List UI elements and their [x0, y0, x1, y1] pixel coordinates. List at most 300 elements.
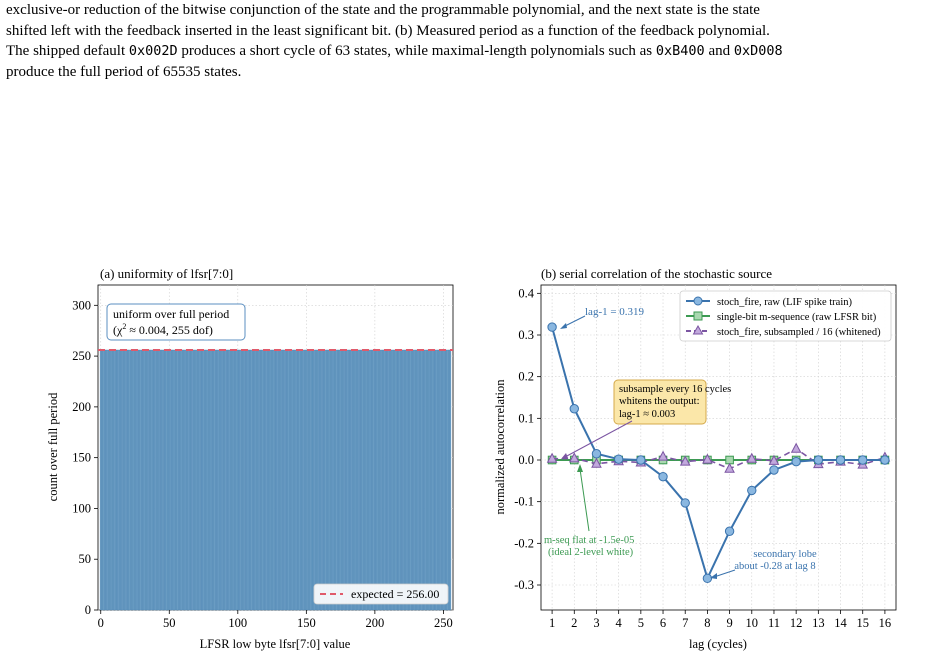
histogram-bar — [121, 350, 122, 610]
data-point — [748, 486, 756, 494]
histogram-bar — [404, 350, 405, 610]
histogram-bar — [332, 350, 333, 610]
histogram-bar — [218, 350, 219, 610]
histogram-bar — [406, 350, 407, 610]
data-point — [859, 456, 867, 464]
histogram-bar — [350, 350, 351, 610]
histogram-bar — [289, 350, 290, 610]
annotation-whiten — [561, 380, 731, 459]
histogram-bar — [343, 350, 344, 610]
x-tick-label: 8 — [704, 616, 711, 630]
histogram-bar — [330, 350, 331, 610]
histogram-bar — [270, 350, 271, 610]
textbox-line1: uniform over full period — [113, 307, 230, 321]
x-tick-label: 150 — [296, 616, 316, 630]
histogram-bar — [429, 350, 430, 610]
histogram-bar — [114, 350, 115, 610]
histogram-bar — [232, 350, 233, 610]
histogram-bar — [212, 350, 213, 610]
histogram-bar — [104, 350, 105, 610]
histogram-bar — [138, 350, 139, 610]
histogram-bar — [154, 350, 155, 610]
histogram-bar — [315, 350, 316, 610]
y-tick-label: 300 — [72, 298, 91, 313]
histogram-bar — [204, 350, 205, 610]
panel-b-ylabel: normalized autocorrelation — [493, 379, 507, 515]
data-point — [836, 456, 844, 464]
histogram-bar — [363, 350, 364, 610]
histogram-bar — [367, 350, 368, 610]
histogram-bar — [274, 350, 275, 610]
histogram-bar — [208, 350, 209, 610]
histogram-bar — [265, 350, 266, 610]
panel-a-histogram — [46, 266, 453, 651]
histogram-bar — [130, 350, 131, 610]
histogram-bar — [328, 350, 329, 610]
histogram-bar — [193, 350, 194, 610]
histogram-bar — [173, 350, 174, 610]
histogram-bar — [188, 350, 189, 610]
histogram-bar — [210, 350, 211, 610]
histogram-bar — [297, 350, 298, 610]
x-tick-label: 1 — [548, 616, 556, 630]
data-point — [570, 405, 578, 413]
data-point — [703, 574, 711, 582]
panel-a-ylabel: count over full period — [46, 392, 60, 502]
histogram-bar — [170, 350, 171, 610]
svg-text:lag-1 = 0.319: lag-1 = 0.319 — [585, 306, 645, 318]
histogram-bar — [440, 350, 441, 610]
histogram-bar — [351, 350, 352, 610]
histogram-bar — [281, 350, 282, 610]
histogram-bar — [302, 350, 303, 610]
histogram-bar — [413, 350, 414, 610]
histogram-bar — [433, 350, 434, 610]
histogram-bar — [321, 350, 322, 610]
histogram-bar — [271, 350, 272, 610]
histogram-bar — [195, 350, 196, 610]
histogram-bar — [303, 350, 304, 610]
histogram-bar — [339, 350, 340, 610]
histogram-bar — [140, 350, 141, 610]
histogram-bar — [263, 350, 264, 610]
histogram-bar — [352, 350, 353, 610]
caption-line: The shipped default 0x002D produces a short cycle of 63 states, while maximal-length polynomials such as 0xB400 and 0xD008 — [6, 43, 783, 59]
histogram-bar — [112, 350, 113, 610]
histogram-bar — [356, 350, 357, 610]
histogram-bar — [115, 350, 116, 610]
histogram-bar — [369, 350, 370, 610]
histogram-bar — [174, 350, 175, 610]
histogram-bar — [407, 350, 408, 610]
x-tick-label: 13 — [812, 616, 825, 630]
histogram-bar — [360, 350, 361, 610]
histogram-bar — [243, 350, 244, 610]
histogram-bar — [180, 350, 181, 610]
histogram-bar — [107, 350, 108, 610]
histogram-bar — [122, 350, 123, 610]
histogram-bar — [245, 350, 246, 610]
x-tick-label: 14 — [834, 616, 847, 630]
histogram-bar — [241, 350, 242, 610]
histogram-bar — [391, 350, 392, 610]
histogram-bar — [374, 350, 375, 610]
code-polynomial: 0xB400 — [655, 43, 705, 59]
histogram-bar — [358, 350, 359, 610]
histogram-bar — [129, 350, 130, 610]
data-point — [792, 457, 800, 465]
histogram-bar — [323, 350, 324, 610]
x-tick-label: 4 — [615, 616, 622, 630]
histogram-bar — [448, 350, 449, 610]
histogram-bar — [450, 350, 451, 610]
histogram-bar — [424, 350, 425, 610]
histogram-bar — [387, 350, 388, 610]
histogram-bar — [117, 350, 118, 610]
histogram-bar — [408, 350, 409, 610]
histogram-bar — [182, 350, 183, 610]
histogram-bar — [234, 350, 235, 610]
histogram-bar — [134, 350, 135, 610]
histogram-bar — [286, 350, 287, 610]
histogram-bar — [400, 350, 401, 610]
histogram-bar — [378, 350, 379, 610]
histogram-bar — [291, 350, 292, 610]
panel-a-legend — [314, 584, 448, 604]
y-tick-label: 0.3 — [518, 328, 534, 342]
histogram-bar — [399, 350, 400, 610]
y-tick-label: -0.2 — [514, 536, 534, 551]
histogram-bar — [439, 350, 440, 610]
histogram-bar — [362, 350, 363, 610]
histogram-bar — [101, 350, 102, 610]
histogram-bar — [229, 350, 230, 610]
histogram-bar — [141, 350, 142, 610]
histogram-bar — [278, 350, 279, 610]
histogram-bar — [184, 350, 185, 610]
histogram-bar — [175, 350, 176, 610]
data-point — [548, 323, 556, 331]
data-point — [637, 456, 645, 464]
histogram-bar — [366, 350, 367, 610]
x-tick-label: 3 — [593, 616, 600, 630]
histogram-bar — [214, 350, 215, 610]
histogram-bar — [217, 350, 218, 610]
histogram-bar — [280, 350, 281, 610]
histogram-bar — [345, 350, 346, 610]
histogram-bar — [162, 350, 163, 610]
histogram-bar — [233, 350, 234, 610]
histogram-bar — [119, 350, 120, 610]
histogram-bar — [411, 350, 412, 610]
caption-line: shifted left with the feedback inserted in the least significant bit. (b) Measured period as a function of the feedback polynomial. — [6, 22, 770, 39]
data-point — [725, 527, 733, 535]
histogram-bar — [392, 350, 393, 610]
histogram-bar — [262, 350, 263, 610]
y-tick-label: 0.2 — [518, 369, 534, 384]
histogram-bar — [256, 350, 257, 610]
x-tick-label: 250 — [434, 616, 453, 630]
svg-text:subsample every 16 cycles: subsample every 16 cycles — [619, 384, 732, 395]
histogram-bar — [341, 350, 342, 610]
histogram-bar — [373, 350, 374, 610]
histogram-bar — [340, 350, 341, 610]
x-tick-label: 16 — [878, 616, 892, 630]
histogram-bar — [127, 350, 128, 610]
histogram-bar — [382, 350, 383, 610]
data-point — [659, 472, 667, 480]
histogram-bar — [336, 350, 337, 610]
data-point — [792, 444, 801, 453]
histogram-bar — [147, 350, 148, 610]
histogram-bar — [230, 350, 231, 610]
histogram-bar — [144, 350, 145, 610]
histogram-bar — [171, 350, 172, 610]
histogram-bar — [118, 350, 119, 610]
histogram-bar — [425, 350, 426, 610]
histogram-bar — [371, 350, 372, 610]
histogram-bar — [314, 350, 315, 610]
histogram-bar — [273, 350, 274, 610]
histogram-bar — [247, 350, 248, 610]
histogram-bar — [206, 350, 207, 610]
x-tick-label: 7 — [682, 616, 689, 630]
histogram-bar — [132, 350, 133, 610]
x-tick-label: 2 — [571, 616, 578, 630]
svg-text:m-seq flat at -1.5e-05: m-seq flat at -1.5e-05 — [544, 535, 635, 546]
histogram-bar — [169, 350, 170, 610]
histogram-bar — [160, 350, 161, 610]
histogram-bar — [296, 350, 297, 610]
x-tick-label: 6 — [659, 616, 667, 630]
histogram-bar — [403, 350, 404, 610]
histogram-bar — [311, 350, 312, 610]
histogram-bar — [219, 350, 220, 610]
y-tick-label: 150 — [72, 450, 91, 465]
histogram-bar — [376, 350, 377, 610]
histogram-bar — [355, 350, 356, 610]
series-line — [552, 449, 885, 469]
histogram-bar — [249, 350, 250, 610]
histogram-bar — [196, 350, 197, 610]
histogram-bar — [319, 350, 320, 610]
x-tick-label: 10 — [745, 616, 759, 630]
histogram-bar — [389, 350, 390, 610]
svg-text:about -0.28 at lag 8: about -0.28 at lag 8 — [734, 561, 816, 572]
histogram-bar — [276, 350, 277, 610]
histogram-bar — [254, 350, 255, 610]
histogram-bar — [192, 350, 193, 610]
histogram-bar — [252, 350, 253, 610]
y-tick-label: 100 — [72, 501, 91, 516]
histogram-bar — [393, 350, 394, 610]
y-tick-label: -0.3 — [514, 578, 534, 592]
histogram-bar — [426, 350, 427, 610]
histogram-bar — [443, 350, 444, 610]
histogram-bar — [284, 350, 285, 610]
histogram-bar — [228, 350, 229, 610]
histogram-bar — [181, 350, 182, 610]
histogram-bar — [437, 350, 438, 610]
histogram-bar — [322, 350, 323, 610]
annotation-secondary-lobe — [710, 549, 817, 579]
histogram-bar — [430, 350, 431, 610]
histogram-bar — [151, 350, 152, 610]
histogram-bar — [419, 350, 420, 610]
histogram-bar — [137, 350, 138, 610]
histogram-bar — [159, 350, 160, 610]
histogram-bar — [223, 350, 224, 610]
histogram-bar — [329, 350, 330, 610]
histogram-bar — [380, 350, 381, 610]
x-tick-label: 100 — [228, 616, 248, 630]
svg-text:secondary lobe: secondary lobe — [753, 549, 817, 560]
histogram-bar — [166, 350, 167, 610]
histogram-bar — [385, 350, 386, 610]
histogram-bar — [236, 350, 237, 610]
circle-marker-icon — [694, 297, 702, 305]
histogram-bar — [225, 350, 226, 610]
histogram-bar — [388, 350, 389, 610]
histogram-bar — [308, 350, 309, 610]
histogram-bar — [215, 350, 216, 610]
histogram-bar — [207, 350, 208, 610]
histogram-bar — [167, 350, 168, 610]
x-tick-label: 50 — [163, 616, 176, 630]
data-point — [770, 466, 778, 474]
histogram-bar — [260, 350, 261, 610]
histogram-bar — [240, 350, 241, 610]
square-marker-icon — [694, 312, 702, 320]
histogram-bar — [126, 350, 127, 610]
histogram-bar — [300, 350, 301, 610]
histogram-bar — [285, 350, 286, 610]
svg-text:stoch_fire, raw (LIF spike tra: stoch_fire, raw (LIF spike train) — [717, 297, 852, 308]
y-tick-label: 0.4 — [518, 286, 534, 301]
histogram-bar — [237, 350, 238, 610]
data-point — [614, 455, 622, 463]
panel-a-xlabel: LFSR low byte lfsr[7:0] value — [199, 637, 351, 651]
svg-text:whitens the output:: whitens the output: — [619, 396, 700, 407]
histogram-bar — [277, 350, 278, 610]
histogram-bar — [434, 350, 435, 610]
histogram-bar — [136, 350, 137, 610]
caption-line: produce the full period of 65535 states. — [6, 63, 242, 80]
caption-line: exclusive-or reduction of the bitwise conjunction of the state and the programmable polynomial, and the next state is the state — [6, 2, 760, 18]
histogram-bar — [292, 350, 293, 610]
histogram-bar — [211, 350, 212, 610]
histogram-bar — [344, 350, 345, 610]
histogram-bar — [199, 350, 200, 610]
histogram-bar — [133, 350, 134, 610]
histogram-bar — [326, 350, 327, 610]
code-polynomial: 0xD008 — [733, 43, 783, 59]
histogram-bar — [333, 350, 334, 610]
histogram-bar — [110, 350, 111, 610]
legend-expected-label: expected = 256.00 — [351, 587, 440, 601]
histogram-bar — [334, 350, 335, 610]
histogram-bar — [258, 350, 259, 610]
histogram-bar — [370, 350, 371, 610]
histogram-bar — [145, 350, 146, 610]
histogram-bar — [415, 350, 416, 610]
histogram-bar — [255, 350, 256, 610]
histogram-bar — [178, 350, 179, 610]
textbox-line2: ($\chi^2 \approx 0.004$, 255 dof) — [113, 322, 213, 337]
histogram-bar — [267, 350, 268, 610]
y-tick-label: 200 — [72, 399, 91, 414]
x-tick-label: 5 — [637, 616, 644, 630]
histogram-bar — [377, 350, 378, 610]
histogram-bar — [381, 350, 382, 610]
histogram-bar — [414, 350, 415, 610]
y-tick-label: 0 — [84, 603, 91, 617]
histogram-bar — [156, 350, 157, 610]
histogram-bar — [177, 350, 178, 610]
histogram-bar — [432, 350, 433, 610]
histogram-bar — [266, 350, 267, 610]
histogram-bar — [259, 350, 260, 610]
y-tick-label: 50 — [78, 552, 91, 567]
histogram-bar — [445, 350, 446, 610]
histogram-bar — [244, 350, 245, 610]
histogram-bar — [310, 350, 311, 610]
svg-text:stoch_fire, subsampled / 16 (w: stoch_fire, subsampled / 16 (whitened) — [717, 327, 881, 338]
data-point — [592, 450, 600, 458]
histogram-bar — [197, 350, 198, 610]
histogram-bar — [402, 350, 403, 610]
x-tick-label: 11 — [767, 616, 780, 630]
histogram-bar — [191, 350, 192, 610]
panel-a-title: (a) uniformity of lfsr[7:0] — [100, 266, 234, 281]
histogram-bar — [248, 350, 249, 610]
histogram-bar — [318, 350, 319, 610]
y-tick-label: 250 — [72, 349, 91, 364]
histogram-bar — [221, 350, 222, 610]
histogram-bar — [417, 350, 418, 610]
panel-b-legend — [680, 291, 891, 341]
histogram-bar — [317, 350, 318, 610]
histogram-bar — [441, 350, 442, 610]
histogram-bar — [384, 350, 385, 610]
histogram-bar — [325, 350, 326, 610]
histogram-bar — [222, 350, 223, 610]
histogram-bar — [396, 350, 397, 610]
histogram-bar — [293, 350, 294, 610]
svg-text:single-bit m-sequence (raw LFS: single-bit m-sequence (raw LFSR bit) — [717, 312, 877, 323]
histogram-bar — [436, 350, 437, 610]
x-tick-label: 12 — [789, 616, 803, 630]
histogram-bar — [143, 350, 144, 610]
histogram-bar — [313, 350, 314, 610]
histogram-bar — [282, 350, 283, 610]
panel-b-autocorrelation — [493, 266, 896, 651]
histogram-bar — [288, 350, 289, 610]
histogram-bar — [348, 350, 349, 610]
histogram-bar — [395, 350, 396, 610]
histogram-bar — [164, 350, 165, 610]
histogram-bar — [428, 350, 429, 610]
histogram-bar — [155, 350, 156, 610]
annotation-mseq — [544, 464, 634, 558]
x-tick-label: 200 — [365, 616, 385, 630]
histogram-bar — [295, 350, 296, 610]
histogram-bar — [421, 350, 422, 610]
histogram-bar — [189, 350, 190, 610]
code-default-polynomial: 0x002D — [128, 43, 178, 59]
histogram-bar — [108, 350, 109, 610]
annotation-lag1 — [560, 306, 645, 329]
